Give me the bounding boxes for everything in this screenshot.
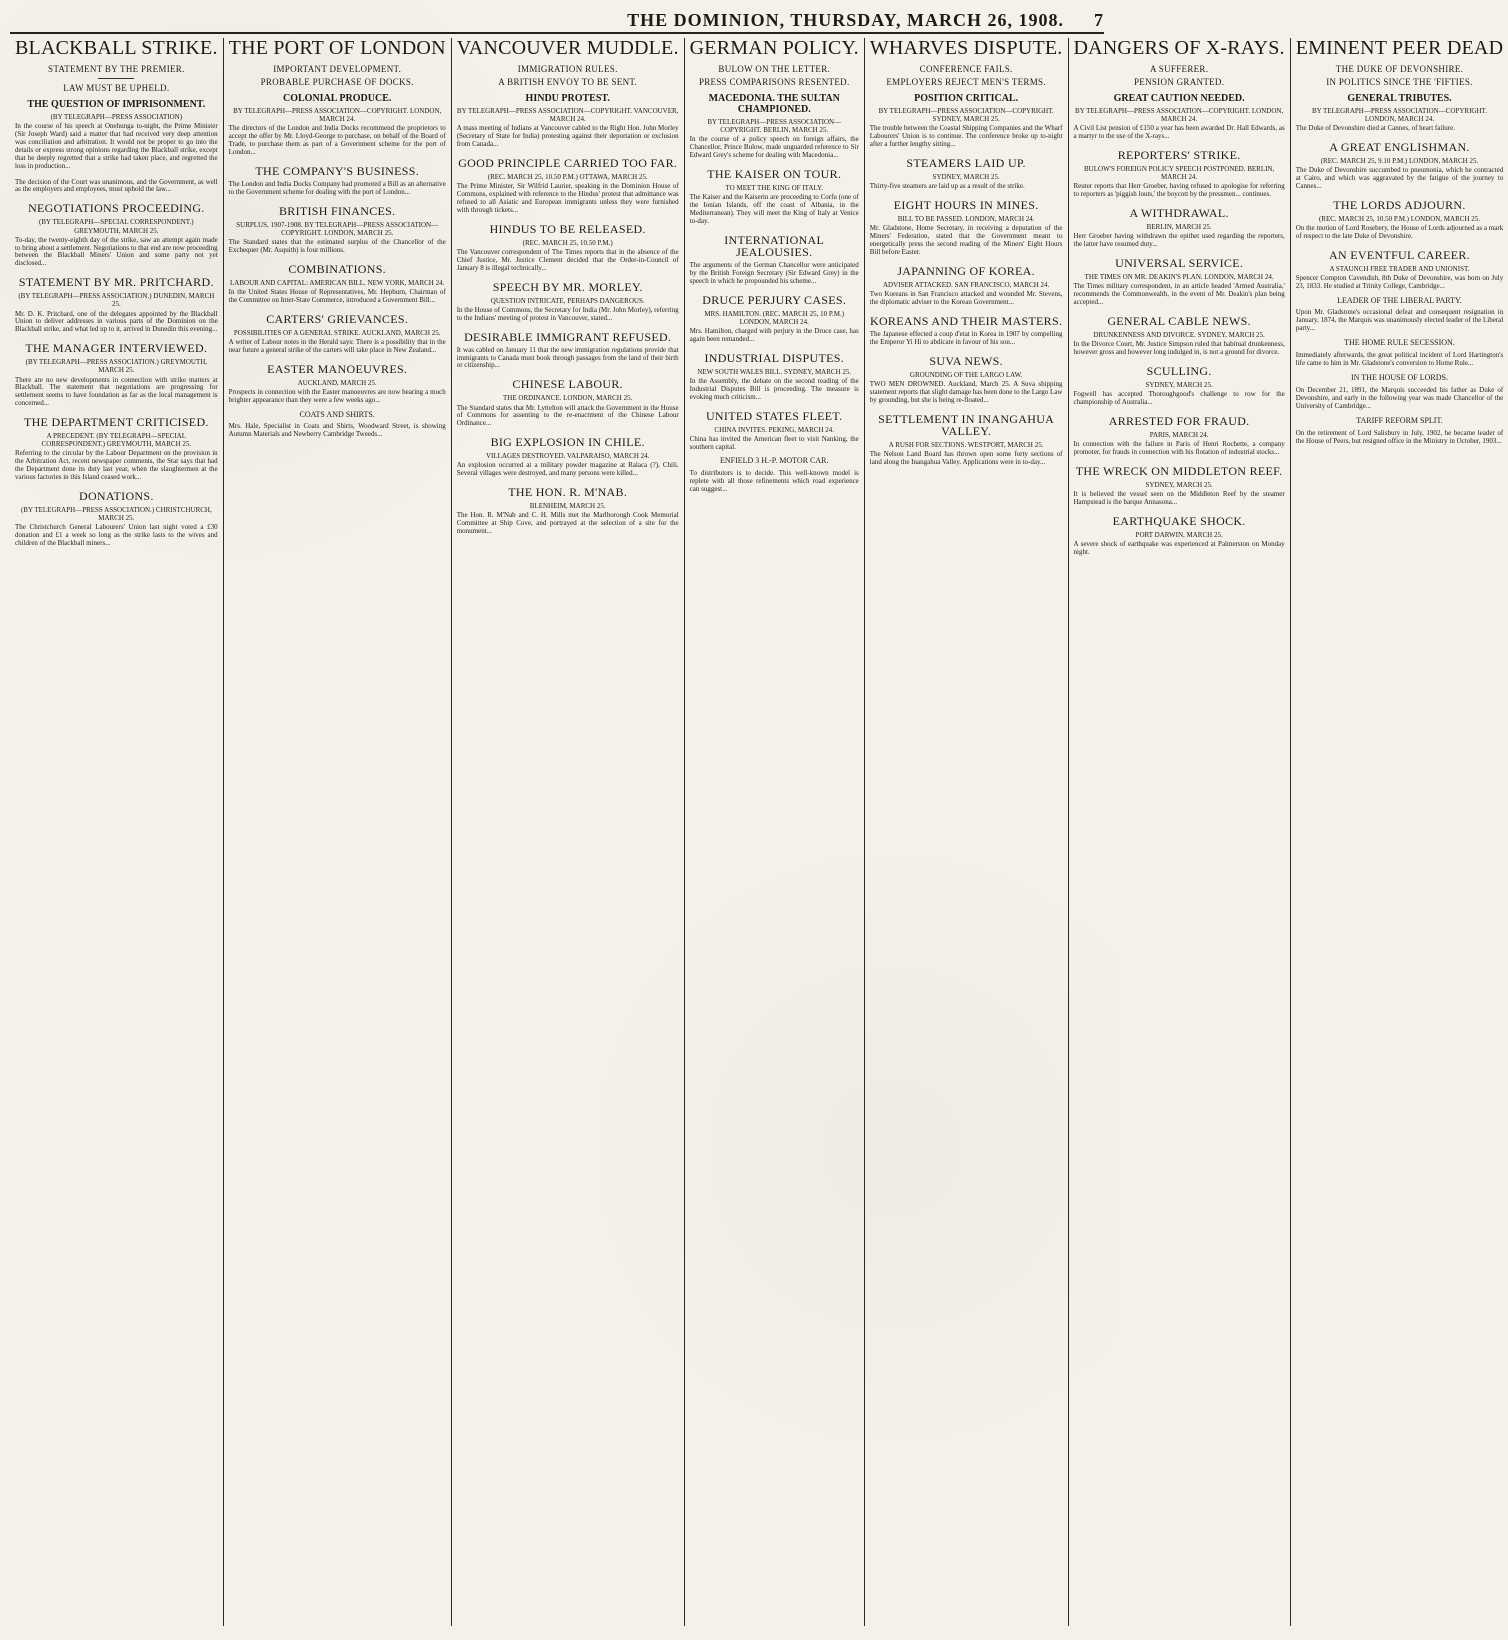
dateline: (BY TELEGRAPH—PRESS ASSOCIATION)	[50, 112, 183, 121]
section-text: Spencer Compton Cavendish, 8th Duke of Devonshire, was born on July 23, 1833. He studied at Trinity College, Cambridge...	[1295, 273, 1505, 290]
section-text: Mrs. Hamilton, charged with perjury in the Druce case, has again been remanded...	[689, 326, 861, 343]
section-title: AN EVENTFUL CAREER.	[1329, 247, 1470, 262]
section-text: Mr. Gladstone, Home Secretary, in receiving a deputation of the Miners' Federation, stated that the Government meant to energetically press the second reading of the Miners' Eight Hours Bill before Easter.	[869, 223, 1065, 256]
section-title: SETTLEMENT IN INANGAHUA VALLEY.	[878, 411, 1055, 438]
dateline: BY TELEGRAPH—PRESS ASSOCIATION—COPYRIGHT. BERLIN, MARCH 25.	[707, 117, 842, 134]
subsection-title: TARIFF REFORM SPLIT.	[1356, 415, 1443, 425]
section-title: CHINESE LABOUR.	[512, 377, 623, 392]
column-vancouver-muddle	[452, 38, 685, 1626]
dateline: PARIS, MARCH 24.	[1149, 430, 1209, 439]
dateline: LABOUR AND CAPITAL: AMERICAN BILL. NEW YORK, MARCH 24.	[230, 278, 445, 287]
dateline: PORT DARWIN, MARCH 25.	[1135, 530, 1223, 539]
section-text: Immediately afterwards, the great political incident of Lord Hartington's life came to him in Mr. Gladstone's conversion to Home Rule...	[1295, 351, 1505, 368]
section-title: GENERAL CABLE NEWS.	[1107, 313, 1251, 328]
article-title: POSITION CRITICAL.	[914, 92, 1019, 104]
column-port-of-london	[224, 38, 452, 1626]
section-text: To-day, the twenty-eighth day of the strike, saw an attempt again made to bring about a settlement. Negotiations to that end are now proceeding between the Blackball Miners' Union and some party not yet disclosed...	[15, 235, 220, 268]
section-title: EIGHT HOURS IN MINES.	[893, 197, 1039, 212]
dateline: NEW SOUTH WALES BILL. SYDNEY, MARCH 25.	[697, 367, 852, 376]
section-title: HINDUS TO BE RELEASED.	[489, 221, 646, 236]
newspaper-columns	[10, 37, 1505, 1626]
section-title: GOOD PRINCIPLE CARRIED TOO FAR.	[458, 155, 678, 170]
section-text: The Nelson Land Board has thrown open some forty sections of land along the Inangahua Valley. Applications were in to-day...	[869, 449, 1065, 466]
article-title: GENERAL TRIBUTES.	[1347, 92, 1452, 104]
section-text: The Standard states that the estimated surplus of the Chancellor of the Exchequer (Mr. Asquith) is four millions.	[228, 237, 448, 254]
dateline: BY TELEGRAPH—PRESS ASSOCIATION—COPYRIGHT. LONDON, MARCH 24.	[1311, 106, 1488, 123]
section-title: STEAMERS LAID UP.	[906, 155, 1026, 170]
dateline: (REC. MARCH 25, 10.50 P.M.) OTTAWA, MARCH 25.	[487, 172, 648, 181]
dateline: BLENHEIM, MARCH 25.	[529, 502, 606, 511]
section-text: Referring to the circular by the Labour Department on the provision in the Arbitration Act, recent newspaper comments, the Star says that had the Department done its duty last year, when the slaughtermen at the various factories in this Island ceased work...	[15, 449, 220, 482]
dateline: VILLAGES DESTROYED. VALPARAISO, MARCH 24.	[485, 452, 650, 461]
subheadline: THE DUKE OF DEVONSHIRE.	[1335, 64, 1464, 74]
rule	[98, 78, 134, 79]
dateline: BY TELEGRAPH—PRESS ASSOCIATION—COPYRIGHT. SYDNEY, MARCH 25.	[878, 106, 1054, 123]
subsection-title: THE HOME RULE SECESSION.	[1344, 338, 1455, 348]
headline: DANGERS OF X-RAYS.	[1073, 37, 1285, 59]
dateline: CHINA INVITES. PEKING, MARCH 24.	[714, 425, 835, 434]
section-title: DONATIONS.	[79, 489, 154, 504]
article-title: HINDU PROTEST.	[525, 92, 610, 104]
article-text: The Duke of Devonshire died at Cannes, of heart failure.	[1295, 123, 1455, 132]
subheadline: PRESS COMPARISONS RESENTED.	[698, 77, 850, 88]
section-title: BRITISH FINANCES.	[278, 203, 396, 218]
section-title: NEGOTIATIONS PROCEEDING.	[28, 201, 205, 216]
section-text: The Christchurch General Labourers' Union last night voted a £30 donation and £1 a week so long as the strike lasts to the wives and children of the Blackball miners...	[15, 523, 220, 548]
dateline: A RUSH FOR SECTIONS. WESTPORT, MARCH 25.	[888, 440, 1044, 449]
dateline: BY TELEGRAPH—PRESS ASSOCIATION—COPYRIGHT. VANCOUVER, MARCH 24.	[456, 106, 679, 123]
dateline: QUESTION INTRICATE, PERHAPS DANGEROUS.	[490, 296, 645, 305]
subheadline: LAW MUST BE UPHELD.	[63, 83, 170, 94]
section-title: EASTER MANOEUVRES.	[267, 361, 408, 376]
section-title: A WITHDRAWAL.	[1129, 205, 1229, 220]
section-title: THE WRECK ON MIDDLETON REEF.	[1075, 463, 1283, 478]
dateline: DRUNKENNESS AND DIVORCE. SYDNEY, MARCH 25.	[1093, 330, 1265, 339]
subheadline: IN POLITICS SINCE THE 'FIFTIES.	[1326, 77, 1473, 88]
section-title: THE COMPANY'S BUSINESS.	[255, 163, 420, 178]
dateline: THE ORDINANCE. LONDON, MARCH 25.	[503, 394, 633, 403]
section-title: REPORTERS' STRIKE.	[1117, 147, 1241, 162]
section-text: In the United States House of Representatives, Mr. Hepburn, Chairman of the Committee on Inter-State Commerce, introduced a Government Bill...	[228, 287, 448, 304]
section-text: Two Koreans in San Francisco attacked and wounded Mr. Stevens, the diplomatic adviser to the Korean Government...	[869, 289, 1065, 306]
section-title: COMBINATIONS.	[288, 261, 386, 276]
headline: EMINENT PEER DEAD	[1295, 37, 1504, 59]
dateline: GROUNDING OF THE LARGO LAW.	[909, 370, 1023, 379]
section-text: In connection with the failure in Paris of Henri Rochette, a company promoter, for frauds in connection with his flotation of industrial stocks...	[1073, 439, 1287, 456]
dateline: MRS. HAMILTON. (REC. MARCH 25, 10 P.M.) LONDON, MARCH 24.	[704, 309, 845, 326]
section-text: An explosion occurred at a military powder magazine at Ralaca (?), Chili. Several villages were destroyed, and many persons were killed...	[456, 461, 681, 478]
column-blackball-strike	[10, 38, 224, 1626]
masthead-title: THE DOMINION, THURSDAY, MARCH 26, 1908.	[627, 9, 1064, 30]
dateline: SYDNEY, MARCH 25.	[932, 172, 1000, 181]
subheadline: BULOW ON THE LETTER.	[718, 64, 831, 74]
section-text: The Vancouver correspondent of The Times reports that in the absence of the Chief Justice, Mr. Justice Clement decided that the Order-in-Council of January 8 is illegal technically...	[456, 247, 681, 272]
subsection-title: IN THE HOUSE OF LORDS.	[1351, 373, 1448, 383]
section-title: UNIVERSAL SERVICE.	[1115, 255, 1244, 270]
section-title: THE DEPARTMENT CRITICISED.	[23, 415, 209, 430]
section-text: There are no new developments in connection with strike matters at Blackball. The statement that negotiations are progressing for settlement seems to have foundation as far as the local management is concerned...	[15, 375, 220, 408]
dateline: (REC. MARCH 25, 10.50 P.M.) LONDON, MARCH 25.	[1318, 214, 1480, 223]
article-title: GREAT CAUTION NEEDED.	[1113, 92, 1245, 104]
section-text: The Hon. R. M'Nab and C. H. Mills met the Marlborough Cook Memorial Committee at Ship Cove, and portrayed at the selection of a site for the monument...	[456, 511, 681, 536]
section-text: On the motion of Lord Rosebery, the House of Lords adjourned as a mark of respect to the late Duke of Devonshire.	[1295, 223, 1505, 240]
section-title: A GREAT ENGLISHMAN.	[1329, 139, 1470, 154]
section-title: KOREANS AND THEIR MASTERS.	[870, 313, 1063, 328]
section-title: SCULLING.	[1146, 363, 1212, 378]
section-text: On December 21, 1891, the Marquis succeeded his father as Duke of Devonshire, and early in the following year was made Chancellor of the University of Cambridge...	[1295, 385, 1505, 410]
dateline: A STAUNCH FREE TRADER AND UNIONIST.	[1329, 264, 1470, 273]
article-text: In the course of a policy speech on foreign affairs, the Chancellor, Prince Bulow, made unguarded reference to Sir Edward Grey's scheme for dealing with Macedonia...	[689, 134, 861, 159]
section-text: TWO MEN DROWNED. Auckland, March 25. A Suva shipping statement reports that slight damage has been done to the Largo Law by grounding, but she is being re-floated...	[869, 379, 1065, 404]
section-text: Thirty-five steamers are laid up as a result of the strike.	[869, 181, 1025, 190]
article-text: The directors of the London and India Docks recommend the proprietors to accept the offer by Mr. Lloyd-George to purchase, on behalf of the Board of Trade, to purchase them as part of a Government scheme for the port of London...	[228, 123, 448, 156]
section-title: EARTHQUAKE SHOCK.	[1112, 513, 1246, 528]
dateline: SYDNEY, MARCH 25.	[1145, 380, 1213, 389]
article-text: A Civil List pension of £150 a year has been awarded Dr. Hall Edwards, as a martyr to the use of the X-rays...	[1073, 123, 1287, 140]
masthead	[10, 8, 1104, 34]
dateline: SURPLUS, 1907-1908. BY TELEGRAPH—PRESS ASSOCIATION—COPYRIGHT. LONDON, MARCH 25.	[236, 220, 439, 237]
section-text: A writer of Labour notes in the Herald says: There is a possibility that in the near future a general strike of the carters will take place in New Zealand...	[228, 337, 448, 354]
section-text: A severe shock of earthquake was experienced at Palmerston on Monday night.	[1073, 539, 1287, 556]
advertisement-text: Mrs. Hale, Specialist in Coats and Shirts, Woodward Street, is showing Autumn Materials and Newberry Cambridge Tweeds...	[228, 422, 448, 439]
article-text: A mass meeting of Indians at Vancouver cabled to the Right Hon. John Morley (Secretary of State for India) protesting against their deportation or exclusion from Canada...	[456, 123, 681, 148]
dateline: ADVISER ATTACKED. SAN FRANCISCO, MARCH 24.	[882, 280, 1050, 289]
column-x-rays	[1069, 38, 1291, 1626]
headline: GERMAN POLICY.	[689, 37, 859, 59]
headline: THE PORT OF LONDON	[228, 37, 446, 59]
section-text: Herr Groeber having withdrawn the epithet used regarding the reporters, the latter have resumed duty...	[1073, 231, 1287, 248]
advertisement-title: COATS AND SHIRTS.	[299, 409, 375, 419]
dateline: BILL TO BE PASSED. LONDON, MARCH 24.	[897, 214, 1035, 223]
subheadline: PROBABLE PURCHASE OF DOCKS.	[260, 77, 414, 88]
dateline: BY TELEGRAPH—PRESS ASSOCIATION—COPYRIGHT. LONDON, MARCH 24.	[233, 106, 442, 123]
dateline: POSSIBILITIES OF A GENERAL STRIKE. AUCKLAND, MARCH 25.	[233, 328, 441, 337]
dateline: (BY TELEGRAPH—PRESS ASSOCIATION.) DUNEDIN, MARCH 25.	[18, 292, 215, 309]
section-text: It was cabled on January 11 that the new immigration regulations provide that immigrants to Canada must book through passages from the land of their birth or citizenship...	[456, 345, 681, 370]
dateline: THE TIMES ON MR. DEAKIN'S PLAN. LONDON, MARCH 24.	[1084, 272, 1274, 281]
headline: WHARVES DISPUTE.	[869, 37, 1063, 59]
advertisement-text: To distributors is to decide. This well-known model is replete with all those refinements which road experience can suggest...	[689, 469, 861, 494]
column-eminent-peer-dead	[1291, 38, 1508, 1626]
section-text: In the Divorce Court, Mr. Justice Simpson ruled that habitual drunkenness, however gross and however long indulged in, is not a ground for divorce.	[1073, 339, 1287, 356]
section-title: INTERNATIONAL JEALOUSIES.	[724, 232, 825, 259]
section-title: THE HON. R. M'NAB.	[508, 485, 628, 500]
dateline: A PRECEDENT. (BY TELEGRAPH—SPECIAL CORRESPONDENT.) GREYMOUTH, MARCH 25.	[41, 432, 192, 449]
section-title: SPEECH BY MR. MORLEY.	[492, 279, 643, 294]
subheadline: IMPORTANT DEVELOPMENT.	[273, 64, 402, 74]
advertisement-title: ENFIELD 3 H.-P. MOTOR CAR.	[719, 456, 829, 466]
section-title: BIG EXPLOSION IN CHILE.	[490, 435, 645, 450]
section-text: The Japanese effected a coup d'etat in Korea in 1907 by compelling the Emperor Yi Hi to abdicate in favour of his son...	[869, 329, 1065, 346]
section-title: THE MANAGER INTERVIEWED.	[25, 341, 208, 356]
section-title: INDUSTRIAL DISPUTES.	[704, 350, 844, 365]
section-text: The Times military correspondent, in an article headed 'Armed Australia,' recommends the Commonwealth, in the event of Mr. Deakin's plan being accepted...	[1073, 281, 1287, 306]
dateline: (BY TELEGRAPH—PRESS ASSOCIATION.) GREYMOUTH, MARCH 25.	[25, 358, 208, 375]
headline: VANCOUVER MUDDLE.	[456, 37, 679, 59]
section-title: STATEMENT BY MR. PRITCHARD.	[18, 275, 214, 290]
dateline: (BY TELEGRAPH—PRESS ASSOCIATION.) CHRISTCHURCH, MARCH 25.	[20, 506, 212, 523]
section-text: In the House of Commons, the Secretary for India (Mr. John Morley), referring to the Indians' meeting of protest in Vancouver, stated...	[456, 305, 681, 322]
section-text: It is believed the vessel seen on the Middleton Reef by the steamer Hampstead is the barque Annasona...	[1073, 489, 1287, 506]
article-title: THE QUESTION OF IMPRISONMENT.	[27, 98, 206, 110]
page-number: 7	[1094, 9, 1104, 30]
dateline: TO MEET THE KING OF ITALY.	[725, 183, 823, 192]
section-text: The London and India Docks Company had promoted a Bill as an alternative to the Government scheme for dealing with the port of London...	[228, 179, 448, 196]
dateline: SYDNEY, MARCH 25.	[1145, 480, 1213, 489]
section-text: In the Assembly, the debate on the second reading of the Industrial Disputes Bill is proceeding. The measure is evoking much criticism...	[689, 376, 861, 401]
subheadline: A SUFFERER.	[1149, 64, 1209, 74]
subheadline: IMMIGRATION RULES.	[517, 64, 618, 74]
section-text: China has invited the American fleet to visit Nanking, the southern capital.	[689, 434, 861, 451]
section-title: DESIRABLE IMMIGRANT REFUSED.	[464, 329, 672, 344]
section-text: Reuter reports that Herr Groeber, having refused to apologise for referring to reporters as 'piggish louts,' the boycott by the pressmen... continues.	[1073, 181, 1287, 198]
section-text: Upon Mr. Gladstone's occasional defeat and consequent resignation in January, 1874, the Marquis was unanimously elected leader of the Liberal party...	[1295, 308, 1505, 333]
subheadline: EMPLOYERS REJECT MEN'S TERMS.	[886, 77, 1046, 88]
dateline: (BY TELEGRAPH—SPECIAL CORRESPONDENT.) GREYMOUTH, MARCH 25.	[39, 218, 194, 235]
subheadline: A BRITISH ENVOY TO BE SENT.	[498, 77, 638, 88]
section-title: ARRESTED FOR FRAUD.	[1108, 413, 1250, 428]
dateline: BERLIN, MARCH 25.	[1146, 222, 1212, 231]
dateline: BY TELEGRAPH—PRESS ASSOCIATION—COPYRIGHT. LONDON, MARCH 24.	[1075, 106, 1284, 123]
article-title: COLONIAL PRODUCE.	[283, 92, 392, 104]
section-text: The arguments of the German Chancellor were anticipated by the British Foreign Secretary (Sir Edward Grey) in the speech in which he propounded his scheme...	[689, 260, 861, 285]
section-title: SUVA NEWS.	[929, 353, 1003, 368]
subheadline: PENSION GRANTED.	[1133, 77, 1225, 88]
section-title: JAPANNING OF KOREA.	[897, 263, 1035, 278]
subsection-title: LEADER OF THE LIBERAL PARTY.	[1337, 295, 1462, 305]
subheadline: CONFERENCE FAILS.	[919, 64, 1013, 74]
section-text: On the retirement of Lord Salisbury in July, 1902, he became leader of the House of Peers, but resigned office in the Ministry in October, 1903...	[1295, 428, 1505, 445]
dateline: AUCKLAND, MARCH 25.	[297, 378, 377, 387]
section-text: The Duke of Devonshire succumbed to pneumonia, which he contracted at Cairo, and which was aggravated by the fatigue of the journey to Cannes...	[1295, 165, 1505, 190]
subheadline: STATEMENT BY THE PREMIER.	[48, 64, 185, 74]
column-german-policy	[685, 38, 865, 1626]
section-title: CARTERS' GRIEVANCES.	[266, 311, 409, 326]
headline: BLACKBALL STRIKE.	[15, 37, 218, 59]
column-wharves-dispute	[865, 38, 1069, 1626]
article-title: MACEDONIA. THE SULTAN CHAMPIONED.	[708, 92, 840, 115]
section-text: The Kaiser and the Kaiserin are proceeding to Corfu (one of the Ionian Islands, off the coast of Albania, in the Mediterranean). They will meet the King of Italy at Venice to-day.	[689, 192, 861, 225]
section-text: Prospects in connection with the Easter manoeuvres are now bearing a much brighter appearance than they were a few weeks ago...	[228, 387, 448, 404]
section-text: Fogwell has accepted Thoroughgood's challenge to row for the championship of Australia...	[1073, 389, 1287, 406]
article-text: The trouble between the Coastal Shipping Companies and the Wharf Labourers' Union is to continue. The conference broke up to-night after a further lengthy sitting...	[869, 123, 1065, 148]
article-text: In the course of his speech at Onehunga to-night, the Prime Minister (Sir Joseph Ward) said a matter that had received very deep attention was conciliation and arbitration. It would not be proper to go into the details or express strong opinions regarding the Blackball strike, except that he deeply regretted that a strike had taken place, and regretted the loss in production... The decision of the Court was unanimous, and the Government, as well as the employers and employees, must uphold the law...	[15, 121, 218, 194]
section-title: UNITED STATES FLEET.	[705, 408, 843, 423]
section-text: The Prime Minister, Sir Wilfrid Laurier, speaking in the Dominion House of Commons, explained with reference to the Hindus' protest that admittance was refused to all Asiatic and European immigrants unless they were furnished with through tickets...	[456, 181, 681, 214]
dateline: (REC. MARCH 25, 10.50 P.M.)	[522, 238, 613, 247]
dateline: (REC. MARCH 25, 9.10 P.M.) LONDON, MARCH 25.	[1320, 156, 1479, 165]
section-title: THE LORDS ADJOURN.	[1333, 197, 1466, 212]
section-title: DRUCE PERJURY CASES.	[702, 292, 847, 307]
section-text: Mr. D. K. Pritchard, one of the delegates appointed by the Blackball Union to deliver addresses in various parts of the Dominion on the Blackball strike, and what led up to it, arrived in Dunedin this evening...	[15, 309, 220, 334]
dateline: BULOW'S FOREIGN POLICY SPEECH POSTPONED. BERLIN, MARCH 24.	[1084, 164, 1275, 181]
section-title: THE KAISER ON TOUR.	[707, 166, 842, 181]
section-text: The Standard states that Mr. Lyttelton will attack the Government in the House of Commons for assenting to the re-enactment of the Chinese Labour Ordinance...	[456, 403, 681, 428]
